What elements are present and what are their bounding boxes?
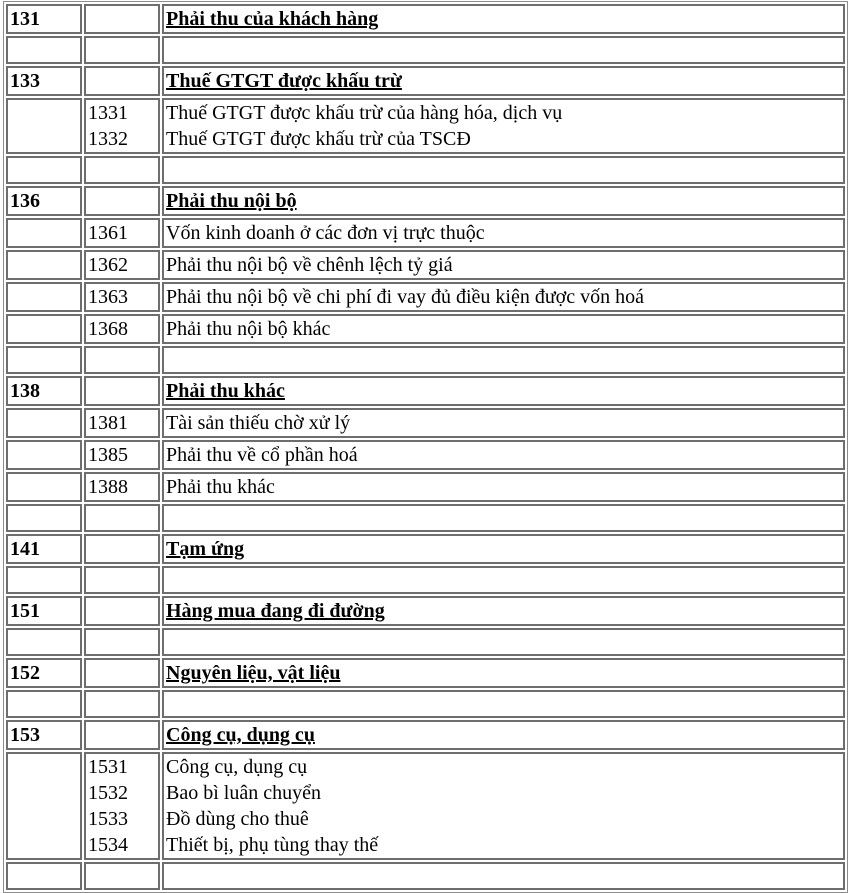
empty-cell	[84, 186, 160, 216]
empty-cell	[84, 156, 160, 184]
account-code: 138	[6, 376, 82, 406]
sub-account-codes	[84, 752, 160, 860]
sub-account-code: 1385	[84, 440, 160, 470]
blank-row	[6, 504, 845, 532]
empty-cell	[84, 566, 160, 594]
empty-cell	[6, 752, 82, 860]
sub-account-name: Phải thu nội bộ khác	[162, 314, 845, 344]
blank-row	[6, 156, 845, 184]
empty-cell	[84, 504, 160, 532]
account-name: Phải thu khác	[162, 376, 845, 406]
account-name: Hàng mua đang đi đường	[162, 596, 845, 626]
empty-cell	[6, 156, 82, 184]
account-code: 153	[6, 720, 82, 750]
sub-account-row	[6, 314, 845, 344]
sub-account-codes	[84, 98, 160, 154]
account-header-row	[6, 720, 845, 750]
account-header-row	[6, 596, 845, 626]
empty-cell	[162, 862, 845, 890]
sub-account-name: Thuế GTGT được khấu trừ của hàng hóa, dịch vụ	[166, 102, 563, 124]
empty-cell	[6, 690, 82, 718]
sub-account-name: Vốn kinh doanh ở các đơn vị trực thuộc	[162, 218, 845, 248]
account-name: Nguyên liệu, vật liệu	[162, 658, 845, 688]
sub-account-code: 1531	[88, 756, 128, 778]
empty-cell	[84, 596, 160, 626]
empty-cell	[84, 658, 160, 688]
sub-account-code: 1331	[88, 102, 128, 124]
account-name: Công cụ, dụng cụ	[162, 720, 845, 750]
account-header-row	[6, 658, 845, 688]
empty-cell	[162, 566, 845, 594]
empty-cell	[6, 628, 82, 656]
empty-cell	[84, 36, 160, 64]
sub-account-name: Tài sản thiếu chờ xử lý	[162, 408, 845, 438]
empty-cell	[6, 282, 82, 312]
empty-cell	[162, 628, 845, 656]
sub-account-code: 1388	[84, 472, 160, 502]
empty-cell	[6, 504, 82, 532]
empty-cell	[162, 346, 845, 374]
sub-account-code: 1363	[84, 282, 160, 312]
empty-cell	[84, 628, 160, 656]
sub-account-row	[6, 440, 845, 470]
empty-cell	[84, 346, 160, 374]
empty-cell	[6, 36, 82, 64]
sub-account-name: Phải thu nội bộ về chênh lệch tỷ giá	[162, 250, 845, 280]
account-code: 136	[6, 186, 82, 216]
sub-account-code: 1533	[88, 808, 128, 830]
sub-account-code: 1381	[84, 408, 160, 438]
sub-account-name: Phải thu khác	[162, 472, 845, 502]
sub-account-block	[6, 752, 845, 860]
blank-row	[6, 690, 845, 718]
empty-cell	[6, 98, 82, 154]
empty-cell	[84, 690, 160, 718]
sub-account-code: 1332	[88, 128, 128, 150]
empty-cell	[6, 472, 82, 502]
account-name: Phải thu nội bộ	[162, 186, 845, 216]
account-header-row	[6, 376, 845, 406]
blank-row	[6, 862, 845, 890]
empty-cell	[84, 862, 160, 890]
table-body	[6, 4, 845, 890]
sub-account-row	[6, 218, 845, 248]
empty-cell	[6, 408, 82, 438]
sub-account-code: 1368	[84, 314, 160, 344]
sub-account-block	[6, 98, 845, 154]
sub-account-code: 1532	[88, 782, 128, 804]
empty-cell	[162, 690, 845, 718]
blank-row	[6, 36, 845, 64]
account-header-row	[6, 66, 845, 96]
sub-account-name: Bao bì luân chuyển	[166, 782, 321, 804]
empty-cell	[84, 376, 160, 406]
empty-cell	[162, 156, 845, 184]
sub-account-names	[162, 752, 845, 860]
empty-cell	[84, 4, 160, 34]
empty-cell	[6, 566, 82, 594]
account-name: Tạm ứng	[162, 534, 845, 564]
empty-cell	[6, 862, 82, 890]
account-name: Thuế GTGT được khấu trừ	[162, 66, 845, 96]
sub-account-name: Phải thu về cổ phần hoá	[162, 440, 845, 470]
account-code: 133	[6, 66, 82, 96]
empty-cell	[162, 504, 845, 532]
account-header-row	[6, 4, 845, 34]
empty-cell	[6, 218, 82, 248]
sub-account-names	[162, 98, 845, 154]
empty-cell	[6, 250, 82, 280]
sub-account-row	[6, 250, 845, 280]
account-header-row	[6, 186, 845, 216]
sub-account-name: Thiết bị, phụ tùng thay thế	[166, 834, 379, 856]
sub-account-code: 1361	[84, 218, 160, 248]
account-code: 151	[6, 596, 82, 626]
blank-row	[6, 566, 845, 594]
account-code: 141	[6, 534, 82, 564]
sub-account-row	[6, 282, 845, 312]
account-name: Phải thu của khách hàng	[162, 4, 845, 34]
sub-account-name: Đồ dùng cho thuê	[166, 808, 309, 830]
account-code: 131	[6, 4, 82, 34]
empty-cell	[6, 346, 82, 374]
sub-account-name: Công cụ, dụng cụ	[166, 756, 308, 778]
sub-account-row	[6, 408, 845, 438]
empty-cell	[6, 314, 82, 344]
chart-of-accounts-table	[3, 1, 848, 893]
sub-account-row	[6, 472, 845, 502]
empty-cell	[162, 36, 845, 64]
empty-cell	[6, 440, 82, 470]
empty-cell	[84, 66, 160, 96]
sub-account-code: 1534	[88, 834, 128, 856]
account-code: 152	[6, 658, 82, 688]
sub-account-name: Thuế GTGT được khấu trừ của TSCĐ	[166, 128, 471, 150]
account-header-row	[6, 534, 845, 564]
sub-account-name: Phải thu nội bộ về chi phí đi vay đủ điều kiện được vốn hoá	[162, 282, 845, 312]
empty-cell	[84, 720, 160, 750]
sub-account-code: 1362	[84, 250, 160, 280]
empty-cell	[84, 534, 160, 564]
blank-row	[6, 628, 845, 656]
blank-row	[6, 346, 845, 374]
